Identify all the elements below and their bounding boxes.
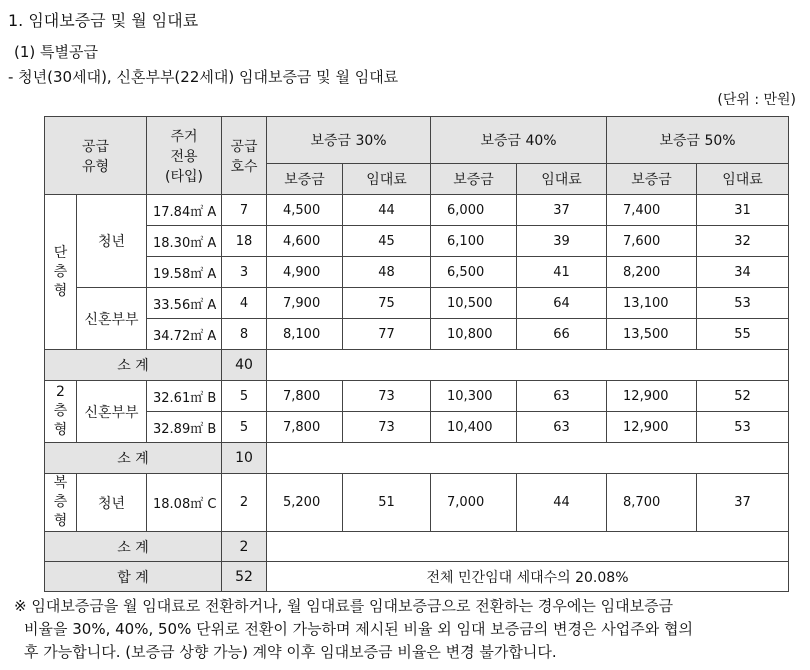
table-row (45, 257, 789, 288)
deposit40-cell: 10,800 (431, 319, 517, 350)
subtotal-blank (267, 532, 789, 562)
rent40-cell: 37 (517, 195, 607, 226)
type-cell: 17.84㎡ A (147, 195, 222, 226)
deposit30-cell: 4,900 (267, 257, 343, 288)
section-char: 2 (56, 384, 65, 400)
rent-table (44, 116, 789, 592)
rent50-cell: 53 (697, 412, 789, 443)
header-deposit-30: 보증금 (267, 164, 343, 195)
subsection-heading: (1) 특별공급 (14, 43, 98, 61)
rent30-cell: 51 (343, 474, 431, 532)
rent40-cell: 39 (517, 226, 607, 257)
unit-label: (단위 : 만원) (717, 92, 796, 108)
subtotal-label: 소 계 (45, 443, 222, 474)
subtotal-blank (267, 350, 789, 381)
deposit40-cell: 6,500 (431, 257, 517, 288)
table-row (45, 195, 789, 226)
table-row (45, 381, 789, 412)
rent30-cell: 75 (343, 288, 431, 319)
households-cell: 8 (222, 319, 267, 350)
total-households: 52 (222, 562, 267, 592)
deposit40-cell: 7,000 (431, 474, 517, 532)
subtotal-value: 2 (222, 532, 267, 562)
deposit30-cell: 5,200 (267, 474, 343, 532)
deposit40-cell: 10,400 (431, 412, 517, 443)
subtotal-label: 소 계 (45, 532, 222, 562)
type-cell: 18.08㎡ C (147, 474, 222, 532)
deposit40-cell: 10,500 (431, 288, 517, 319)
category-newlywed: 신혼부부 (77, 288, 147, 350)
subtotal-value: 10 (222, 443, 267, 474)
total-row (45, 562, 789, 592)
rent50-cell: 37 (697, 474, 789, 532)
section-char: 형 (53, 282, 68, 299)
households-cell: 3 (222, 257, 267, 288)
header-area-line2: 전용 (170, 148, 198, 165)
deposit40-cell: 10,300 (431, 381, 517, 412)
section-label-duplex (45, 474, 77, 532)
deposit50-cell: 8,700 (607, 474, 697, 532)
deposit30-cell: 8,100 (267, 319, 343, 350)
deposit50-cell: 13,100 (607, 288, 697, 319)
section-label-single-floor (45, 195, 77, 350)
header-group-30: 보증금 30% (267, 117, 431, 164)
header-group-40: 보증금 40% (431, 117, 607, 164)
deposit30-cell: 7,800 (267, 381, 343, 412)
category-youth: 청년 (77, 195, 147, 288)
header-households-line2: 호수 (230, 158, 258, 175)
header-rent-40: 임대료 (517, 164, 607, 195)
rent40-cell: 41 (517, 257, 607, 288)
table-caption: - 청년(30세대), 신혼부부(22세대) 임대보증금 및 월 임대료 (8, 68, 399, 86)
section-heading: 1. 임대보증금 및 월 임대료 (8, 11, 199, 30)
deposit50-cell: 12,900 (607, 412, 697, 443)
rent40-cell: 63 (517, 381, 607, 412)
header-households-line1: 공급 (230, 138, 258, 155)
rent50-cell: 34 (697, 257, 789, 288)
table-row (45, 226, 789, 257)
footnote (14, 595, 693, 664)
header-deposit-40: 보증금 (431, 164, 517, 195)
header-supply-type (45, 117, 147, 195)
deposit50-cell: 7,600 (607, 226, 697, 257)
rent30-cell: 77 (343, 319, 431, 350)
households-cell: 18 (222, 226, 267, 257)
subtotal-blank (267, 443, 789, 474)
households-cell: 5 (222, 381, 267, 412)
deposit50-cell: 7,400 (607, 195, 697, 226)
rent40-cell: 44 (517, 474, 607, 532)
rent50-cell: 52 (697, 381, 789, 412)
header-deposit-50: 보증금 (607, 164, 697, 195)
table-row (45, 412, 789, 443)
deposit30-cell: 7,900 (267, 288, 343, 319)
deposit50-cell: 13,500 (607, 319, 697, 350)
header-area-line3: (타입) (165, 168, 203, 185)
category-newlywed: 신혼부부 (77, 381, 147, 443)
header-supply-type-line2: 유형 (81, 158, 110, 175)
deposit30-cell: 7,800 (267, 412, 343, 443)
section-char: 층 (53, 263, 68, 280)
header-group-50: 보증금 50% (607, 117, 789, 164)
deposit40-cell: 6,000 (431, 195, 517, 226)
section-char: 단 (53, 244, 68, 261)
table-row (45, 474, 789, 532)
section-char: 층 (53, 494, 68, 510)
total-note: 전체 민간임대 세대수의 20.08% (267, 562, 789, 592)
rent50-cell: 53 (697, 288, 789, 319)
rent30-cell: 44 (343, 195, 431, 226)
category-youth: 청년 (77, 474, 147, 532)
rent50-cell: 32 (697, 226, 789, 257)
rent40-cell: 64 (517, 288, 607, 319)
deposit30-cell: 4,500 (267, 195, 343, 226)
footnote-line: ※ 임대보증금을 월 임대료로 전환하거나, 월 임대료를 임대보증금으로 전환하는 경우에는 임대보증금 (14, 597, 674, 615)
rent50-cell: 31 (697, 195, 789, 226)
rent30-cell: 73 (343, 381, 431, 412)
section-label-two-floor (45, 381, 77, 443)
header-area (147, 117, 222, 195)
type-cell: 32.89㎡ B (147, 412, 222, 443)
section-char: 층 (53, 403, 68, 419)
rent50-cell: 55 (697, 319, 789, 350)
households-cell: 4 (222, 288, 267, 319)
header-households (222, 117, 267, 195)
rent40-cell: 66 (517, 319, 607, 350)
subtotal-label: 소 계 (45, 350, 222, 381)
deposit40-cell: 6,100 (431, 226, 517, 257)
deposit30-cell: 4,600 (267, 226, 343, 257)
header-rent-30: 임대료 (343, 164, 431, 195)
rent30-cell: 45 (343, 226, 431, 257)
section-char: 복 (53, 475, 68, 491)
rent40-cell: 63 (517, 412, 607, 443)
households-cell: 7 (222, 195, 267, 226)
header-area-line1: 주거 (170, 128, 198, 145)
subtotal-row (45, 350, 789, 381)
header-supply-type-line1: 공급 (81, 138, 110, 155)
footnote-line: 후 가능합니다. (보증금 상향 가능) 계약 이후 임대보증금 비율은 변경 불가합니다. (24, 643, 557, 661)
table-row (45, 288, 789, 319)
subtotal-value: 40 (222, 350, 267, 381)
rent30-cell: 73 (343, 412, 431, 443)
total-label: 합 계 (45, 562, 222, 592)
section-char: 형 (53, 422, 68, 438)
section-char: 형 (53, 513, 68, 529)
type-cell: 18.30㎡ A (147, 226, 222, 257)
households-cell: 2 (222, 474, 267, 532)
households-cell: 5 (222, 412, 267, 443)
deposit50-cell: 12,900 (607, 381, 697, 412)
header-rent-50: 임대료 (697, 164, 789, 195)
type-cell: 34.72㎡ A (147, 319, 222, 350)
subtotal-row (45, 532, 789, 562)
rent30-cell: 48 (343, 257, 431, 288)
type-cell: 32.61㎡ B (147, 381, 222, 412)
table-row (45, 319, 789, 350)
subtotal-row (45, 443, 789, 474)
type-cell: 33.56㎡ A (147, 288, 222, 319)
type-cell: 19.58㎡ A (147, 257, 222, 288)
footnote-line: 비율을 30%, 40%, 50% 단위로 전환이 가능하며 제시된 비율 외 임대 보증금의 변경은 사업주와 협의 (24, 620, 693, 638)
deposit50-cell: 8,200 (607, 257, 697, 288)
